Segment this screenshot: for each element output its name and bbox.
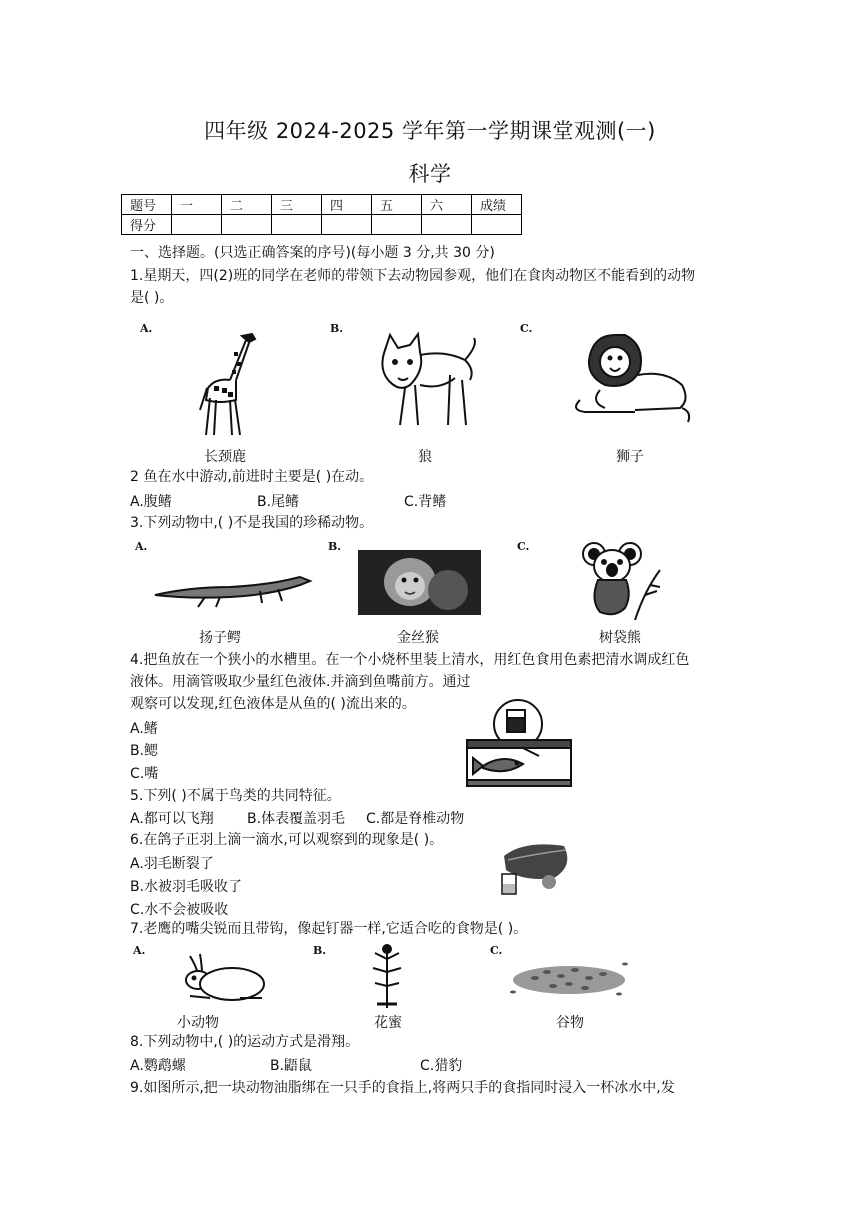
score-cell: 六 bbox=[422, 195, 472, 215]
q3-caption-c: 树袋熊 bbox=[599, 630, 641, 646]
score-input-cell[interactable] bbox=[472, 215, 522, 235]
q2-stem: 2 鱼在水中游动,前进时主要是( )在动。 bbox=[130, 469, 374, 485]
q2-option-b[interactable]: B.尾鳍 bbox=[257, 494, 300, 510]
q3-option-letter-c: C. bbox=[517, 540, 530, 553]
section-heading: 一、选择题。(只选正确答案的序号)(每小题 3 分,共 30 分) bbox=[130, 245, 495, 261]
fish-tank-experiment-image bbox=[463, 698, 575, 790]
q1-caption-a: 长颈鹿 bbox=[204, 449, 246, 465]
q3-option-letter-a: A. bbox=[135, 540, 148, 553]
q1-caption-c: 狮子 bbox=[616, 449, 644, 465]
q6-stem: 6.在鸽子正羽上滴一滴水,可以观察到的现象是( )。 bbox=[130, 832, 444, 848]
q7-option-letter-c: C. bbox=[490, 944, 503, 957]
q6-option-a[interactable]: A.羽毛断裂了 bbox=[130, 856, 214, 872]
q8-option-b[interactable]: B.鼯鼠 bbox=[270, 1058, 313, 1074]
score-table-score-row bbox=[122, 215, 522, 235]
q4-stem-line2: 液体。用滴管吸取少量红色液体.并滴到鱼嘴前方。通过 bbox=[130, 674, 471, 690]
score-cell: 成绩 bbox=[472, 195, 522, 215]
score-input-cell[interactable] bbox=[222, 215, 272, 235]
koala-image bbox=[580, 540, 665, 620]
q5-option-c[interactable]: C.都是脊椎动物 bbox=[366, 811, 465, 827]
golden-monkey-image bbox=[358, 550, 481, 615]
q7-option-letter-b: B. bbox=[313, 944, 327, 957]
q4-option-c[interactable]: C.嘴 bbox=[130, 766, 159, 782]
score-cell: 题号 bbox=[122, 195, 172, 215]
score-cell: 得分 bbox=[122, 215, 172, 235]
score-input-cell[interactable] bbox=[172, 215, 222, 235]
flower-plant-image bbox=[365, 944, 410, 1009]
q5-stem: 5.下列( )不属于鸟类的共同特征。 bbox=[130, 788, 341, 804]
q7-caption-b: 花蜜 bbox=[374, 1015, 402, 1031]
lion-image bbox=[560, 330, 695, 425]
q6-option-c[interactable]: C.水不会被吸收 bbox=[130, 902, 229, 918]
feather-water-drop-image bbox=[494, 836, 576, 896]
q1-caption-b: 狼 bbox=[418, 449, 432, 465]
giraffe-image bbox=[190, 330, 265, 440]
q7-caption-a: 小动物 bbox=[177, 1015, 219, 1031]
q4-option-a[interactable]: A.鳍 bbox=[130, 721, 158, 737]
score-cell: 二 bbox=[222, 195, 272, 215]
q3-stem: 3.下列动物中,( )不是我国的珍稀动物。 bbox=[130, 515, 374, 531]
q8-option-a[interactable]: A.鹦鹉螺 bbox=[130, 1058, 186, 1074]
q7-caption-c: 谷物 bbox=[556, 1015, 584, 1031]
q4-option-b[interactable]: B.鳃 bbox=[130, 743, 159, 759]
q6-option-b[interactable]: B.水被羽毛吸收了 bbox=[130, 879, 243, 895]
q4-stem-line1: 4.把鱼放在一个狭小的水槽里。在一个小烧杯里装上清水，用红色食用色素把清水调成红色 bbox=[130, 652, 690, 668]
q1-stem-line1: 1.星期天，四(2)班的同学在老师的带领下去动物园参观，他们在食肉动物区不能看到的动物 bbox=[130, 268, 696, 284]
score-input-cell[interactable] bbox=[372, 215, 422, 235]
q8-option-c[interactable]: C.猎豹 bbox=[420, 1058, 463, 1074]
score-input-cell[interactable] bbox=[422, 215, 472, 235]
q7-option-letter-a: A. bbox=[133, 944, 146, 957]
q8-stem: 8.下列动物中,( )的运动方式是滑翔。 bbox=[130, 1034, 360, 1050]
alligator-image bbox=[150, 565, 315, 610]
score-cell: 四 bbox=[322, 195, 372, 215]
score-table bbox=[121, 194, 522, 235]
q1-stem-line2: 是( )。 bbox=[130, 290, 174, 306]
subject-title: 科学 bbox=[408, 162, 452, 186]
score-cell: 一 bbox=[172, 195, 222, 215]
page-title: 四年级 2024-2025 学年第一学期课堂观测(一) bbox=[204, 119, 656, 143]
q1-option-letter-b: B. bbox=[330, 322, 344, 335]
grain-pile-image bbox=[505, 958, 633, 1000]
q5-option-b[interactable]: B.体表覆盖羽毛 bbox=[247, 811, 346, 827]
wolf-image bbox=[370, 330, 480, 435]
score-cell: 三 bbox=[272, 195, 322, 215]
q4-stem-line3: 观察可以发现,红色液体是从鱼的( )流出来的。 bbox=[130, 696, 416, 712]
q3-caption-b: 金丝猴 bbox=[397, 630, 439, 646]
score-input-cell[interactable] bbox=[272, 215, 322, 235]
score-input-cell[interactable] bbox=[322, 215, 372, 235]
q3-option-letter-b: B. bbox=[328, 540, 342, 553]
q5-option-a[interactable]: A.都可以飞翔 bbox=[130, 811, 214, 827]
rabbit-image bbox=[170, 952, 270, 1004]
q1-option-letter-a: A. bbox=[140, 322, 153, 335]
score-cell: 五 bbox=[372, 195, 422, 215]
q2-option-a[interactable]: A.腹鳍 bbox=[130, 494, 172, 510]
q3-caption-a: 扬子鳄 bbox=[199, 630, 241, 646]
q2-option-c[interactable]: C.背鳍 bbox=[404, 494, 447, 510]
score-table-header-row bbox=[122, 195, 522, 215]
q7-stem: 7.老鹰的嘴尖锐而且带钩，像起钉器一样,它适合吃的食物是( )。 bbox=[130, 921, 528, 937]
q9-stem: 9.如图所示,把一块动物油脂绑在一只手的食指上,将两只手的食指同时浸入一杯冰水中,发 bbox=[130, 1080, 675, 1096]
q1-option-letter-c: C. bbox=[520, 322, 533, 335]
